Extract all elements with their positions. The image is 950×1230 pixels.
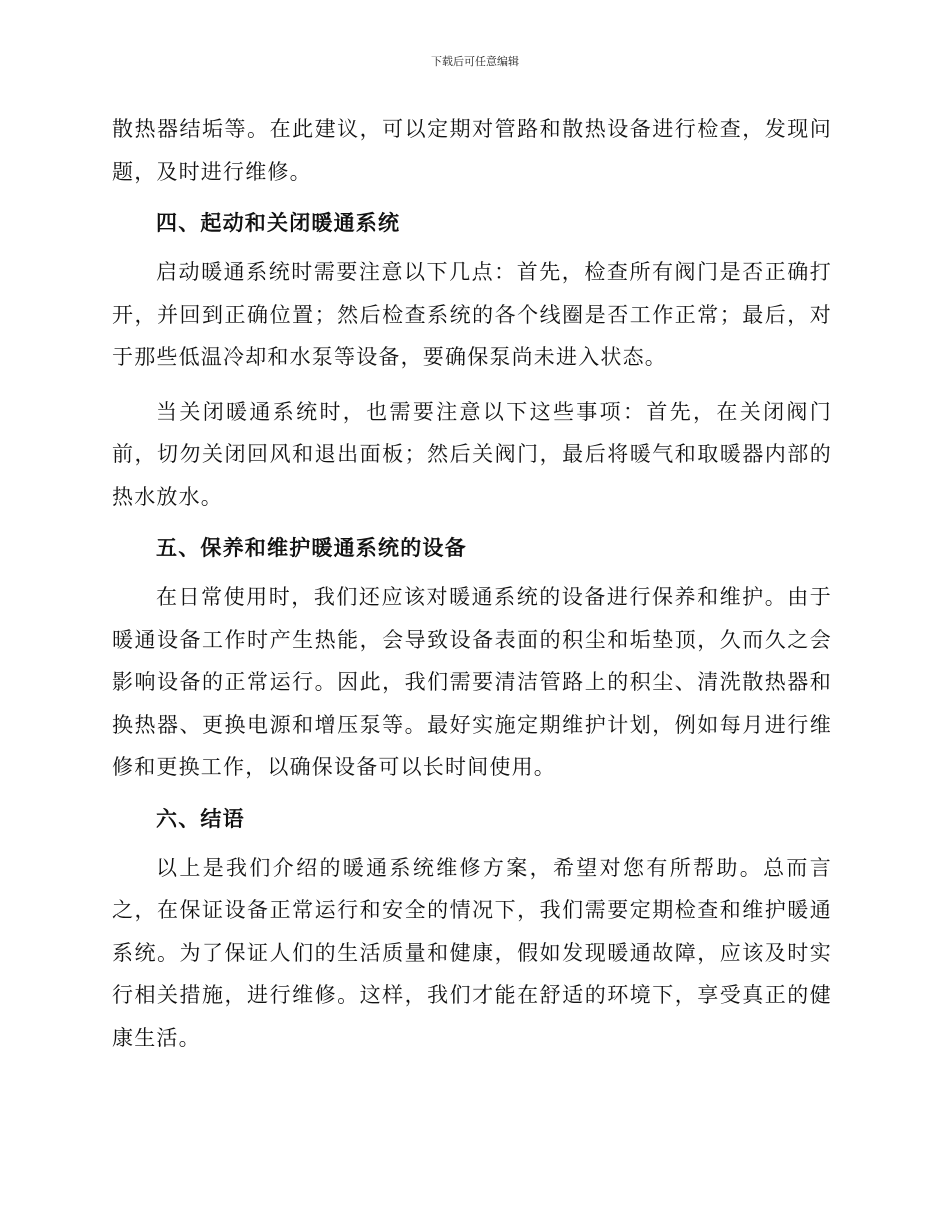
section-heading: 四、起动和关闭暖通系统 (156, 211, 401, 235)
document-body (112, 108, 832, 1059)
body-paragraph: 在日常使用时，我们还应该对暖通系统的设备进行保养和维护。由于暖通设备工作时产生热能，会导致设备表面的积尘和垢垫顶，久而久之会影响设备的正常运行。因此，我们需要清洁管路上的积尘、清洗散热器和换热器、更换电源和增压泵等。最好实施定期维护计划，例如每月进行维修和更换工作，以确保设备可以长时间使用。 (112, 585, 832, 779)
section-startup-shutdown (112, 203, 832, 518)
section-heading: 五、保养和维护暖通系统的设备 (156, 536, 467, 560)
intro-paragraph: 散热器结垢等。在此建议，可以定期对管路和散热设备进行检查，发现问题，及时进行维修。 (112, 117, 832, 184)
section-conclusion (112, 799, 832, 1060)
page-header: 下载后可任意编辑 (431, 55, 519, 68)
body-paragraph: 启动暖通系统时需要注意以下几点：首先，检查所有阀门是否正确打开，并回到正确位置；然后检查系统的各个线圈是否工作正常；最后，对于那些低温冷却和水泵等设备，要确保泵尚未进入状态。 (112, 260, 832, 369)
section-maintenance (112, 528, 832, 789)
section-heading: 六、结语 (156, 806, 245, 831)
body-paragraph: 当关闭暖通系统时，也需要注意以下这些事项：首先，在关闭阀门前，切勿关闭回风和退出面板；然后关阀门，最后将暖气和取暖器内部的热水放水。 (112, 399, 832, 509)
body-paragraph: 以上是我们介绍的暖通系统维修方案，希望对您有所帮助。总而言之，在保证设备正常运行和安全的情况下，我们需要定期检查和维护暖通系统。为了保证人们的生活质量和健康，假如发现暖通故障，应该及时实行相关措施，进行维修。这样，我们才能在舒适的环境下，享受真正的健康生活。 (112, 855, 832, 1050)
